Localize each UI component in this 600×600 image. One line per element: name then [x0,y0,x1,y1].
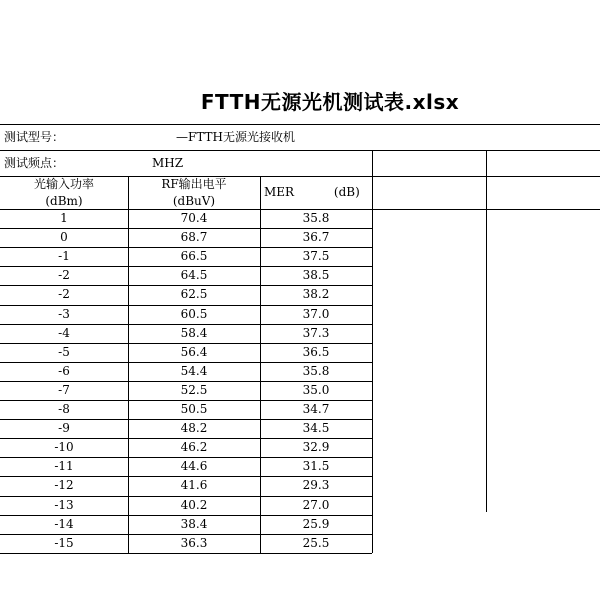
header-rf-label: RF输出电平 [161,177,227,191]
cell-rf: 64.5 [180,268,208,283]
cell-mer: 36.7 [302,230,330,245]
cell-rf: 70.4 [180,211,208,225]
cell-power: -3 [58,306,70,321]
grid-line [0,150,600,151]
grid-line [260,176,261,553]
cell-rf: 50.5 [180,402,208,416]
grid-line [0,124,600,125]
header-power-unit: (dBm) [45,194,83,208]
cell-rf: 62.5 [180,287,208,302]
grid-line [128,176,129,553]
cell-power: -14 [54,516,74,531]
cell-mer: 25.5 [302,535,330,550]
grid-line [372,150,373,553]
cell-rf: 48.2 [180,421,208,436]
cell-mer: 38.2 [302,287,330,302]
header-mer-label: MER [264,185,295,199]
cell-mer: 37.3 [302,325,330,340]
cell-mer: 34.7 [302,402,330,416]
cell-mer: 32.9 [302,440,330,455]
cell-rf: 60.5 [180,306,208,321]
header-rf [128,176,260,210]
cell-mer: 27.0 [302,497,330,512]
cell-power: -11 [54,459,74,474]
freq-value: MHZ [152,156,184,170]
model-value: —FTTH无源光接收机 [176,130,296,144]
cell-rf: 44.6 [180,459,208,474]
cell-rf: 36.3 [180,535,208,550]
cell-mer: 35.8 [302,363,330,378]
cell-power: 0 [60,230,68,245]
cell-rf: 56.4 [180,344,208,359]
cell-power: -2 [58,287,70,302]
cell-rf: 41.6 [180,478,208,493]
grid-line [0,553,372,554]
cell-rf: 40.2 [180,497,208,512]
cell-power: 1 [60,211,68,225]
cell-rf: 54.4 [180,363,208,378]
header-power-label: 光输入功率 [33,177,94,191]
cell-mer: 36.5 [302,344,330,359]
cell-power: -15 [54,535,74,550]
cell-power: -12 [54,478,74,493]
cell-rf: 68.7 [180,230,208,245]
grid-line [486,150,487,512]
cell-power: -10 [54,440,74,455]
cell-power: -9 [58,421,70,436]
header-power [0,176,128,210]
cell-mer: 35.0 [302,382,330,397]
cell-power: -13 [54,497,74,512]
cell-mer: 35.8 [302,211,330,225]
cell-mer: 37.5 [302,249,330,264]
cell-rf: 66.5 [180,249,208,264]
cell-mer: 37.0 [302,306,330,321]
header-mer-unit: (dB) [333,185,360,199]
cell-rf: 52.5 [180,382,208,397]
header-mer [264,184,372,201]
cell-rf: 38.4 [180,516,208,531]
cell-mer: 34.5 [302,421,330,436]
cell-power: -8 [58,402,70,416]
cell-mer: 25.9 [302,516,330,531]
cell-mer: 29.3 [302,478,330,493]
cell-mer: 38.5 [302,268,330,283]
cell-power: -4 [58,325,70,340]
cell-power: -6 [58,363,70,378]
sheet-title: FTTH无源光机测试表.xlsx [200,90,460,114]
cell-power: -1 [58,249,70,264]
cell-rf: 46.2 [180,440,208,455]
model-label: 测试型号： [4,130,65,144]
freq-label: 测试频点： [4,156,65,170]
cell-mer: 31.5 [302,459,330,474]
cell-rf: 58.4 [180,325,208,340]
cell-power: -5 [58,344,70,359]
header-rf-unit: (dBuV) [172,194,216,208]
cell-power: -7 [58,382,70,397]
cell-power: -2 [58,268,70,283]
